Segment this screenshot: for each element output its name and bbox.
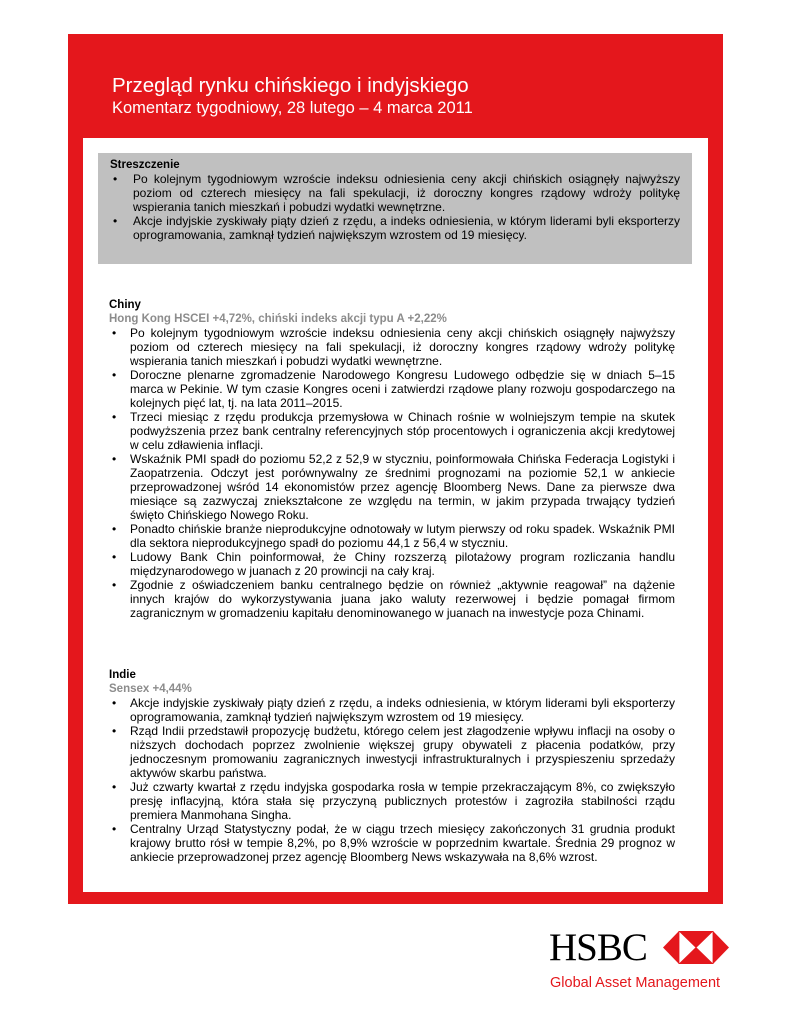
india-heading: Indie xyxy=(109,669,136,681)
hsbc-logo xyxy=(549,928,729,992)
list-item: • Doroczne plenarne zgromadzenie Narodowego Kongresu Ludowego odbędzie się w dniach 5–15 marca w Pekinie. W tym czasie Kongres oceni i zatwierdzi rządowe plany rozwoju gospodarczego na kolejnych pięć lat, tj. na lata 2011–2015. xyxy=(109,368,675,410)
logo-tagline: Global Asset Management xyxy=(550,975,721,991)
list-item: • Rząd Indii przedstawił propozycję budżetu, którego celem jest złagodzenie wpływu inflacji na osoby o niższych dochodach poprzez zwolnienie większej grupy obywateli z płacenia podatków, przy jednoczesnym promowaniu zagranicznych inwestycji infrastrukturalnych i przyspieszeniu sprzedaży aktywów skarbu państwa. xyxy=(109,724,675,780)
list-item: • Ponadto chińskie branże nieprodukcyjne odnotowały w lutym pierwszy od roku spadek. Wskaźnik PMI dla sektora nieprodukcyjnego spadł do poziomu 44,1 z 56,4 w styczniu. xyxy=(109,522,675,550)
page-title: Przegląd rynku chińskiego i indyjskiego xyxy=(112,74,469,97)
hsbc-hexagon-icon xyxy=(663,931,729,964)
list-item: • Wskaźnik PMI spadł do poziomu 52,2 z 52,9 w styczniu, poinformowała Chińska Federacja Logistyki i Zaopatrzenia. Odczyt jest porównywalny ze średnimi prognozami na poziomie 52,1 w ankiecie przeprowadzonej wśród 14 ekonomistów przez agencję Bloomberg News. Dane za pierwsze dwa miesiące są zazwyczaj zniekształcone ze względu na termin, w jakim przypada trwający tydzień święto Chińskiego Nowego Roku. xyxy=(109,452,675,522)
page-subtitle: Komentarz tygodniowy, 28 lutego – 4 marca 2011 xyxy=(112,99,473,117)
list-item: • Po kolejnym tygodniowym wzroście indeksu odniesienia ceny akcji chińskich osiągnęły najwyższy poziom od czterech miesięcy na fali spekulacji, iż doroczny kongres rządowy wdroży politykę wspierania tanich mieszkań i pobudzi wydatki wewnętrzne. xyxy=(110,172,680,214)
list-item: • Akcje indyjskie zyskiwały piąty dzień z rzędu, a indeks odniesienia, w którym liderami byli eksporterzy oprogramowania, zamknął tydzień największym wzrostem od 19 miesięcy. xyxy=(109,696,675,724)
list-item: • Centralny Urząd Statystyczny podał, że w ciągu trzech miesięcy zakończonych 31 grudnia produkt krajowy brutto rósł w tempie 8,2%, po 8,9% wzroście w poprzednim kwartale. Średnia 29 prognoz w ankiecie przeprowadzonej przez agencję Bloomberg News wskazywała na 8,6% wzrost. xyxy=(109,822,675,864)
india-subheading: Sensex +4,44% xyxy=(109,683,192,695)
list-item: • Zgodnie z oświadczeniem banku centralnego będzie on również „aktywnie reagował” na dążenie innych krajów do wykorzystywania juana jako waluty rezerwowej i będzie pomagał firmom zagranicznym w gromadzeniu kapitału denominowanego w juanach na inwestycje poza Chinami. xyxy=(109,578,675,620)
content-panel xyxy=(83,138,708,892)
list-item: • Trzeci miesiąc z rzędu produkcja przemysłowa w Chinach rośnie w wolniejszym tempie na skutek podwyższenia przez bank centralny referencyjnych stóp procentowych i ograniczenia akcji kredytowej w celu zdławienia inflacji. xyxy=(109,410,675,452)
summary-heading: Streszczenie xyxy=(110,159,180,171)
list-item: • Już czwarty kwartał z rzędu indyjska gospodarka rosła w tempie przekraczającym 8%, co zwiększyło presję inflacyjną, która stała się przyczyną publicznych protestów i zagroziła stabilności rządu premiera Manmohana Singha. xyxy=(109,780,675,822)
list-item: • Po kolejnym tygodniowym wzroście indeksu odniesienia ceny akcji chińskich osiągnęły najwyższy poziom od czterech miesięcy na fali spekulacji, iż doroczny kongres rządowy wdroży politykę wspierania tanich mieszkań i pobudzi wydatki wewnętrzne. xyxy=(109,326,675,368)
india-section xyxy=(109,668,675,864)
china-heading: Chiny xyxy=(109,299,141,311)
list-item: • Akcje indyjskie zyskiwały piąty dzień z rzędu, a indeks odniesienia, w którym liderami byli eksporterzy oprogramowania, zamknął tydzień największym wzrostem od 19 miesięcy. xyxy=(110,214,680,242)
china-section xyxy=(109,298,675,620)
list-item: • Ludowy Bank Chin poinformował, że Chiny rozszerzą pilotażowy program rozliczania handlu międzynarodowego w juanach z 20 prowincji na cały kraj. xyxy=(109,550,675,578)
china-subheading: Hong Kong HSCEI +4,72%, chiński indeks akcji typu A +2,22% xyxy=(109,313,447,325)
logo-wordmark: HSBC xyxy=(549,926,647,969)
china-list xyxy=(109,326,675,620)
summary-box xyxy=(98,153,692,264)
india-list xyxy=(109,696,675,864)
summary-list xyxy=(110,172,680,242)
